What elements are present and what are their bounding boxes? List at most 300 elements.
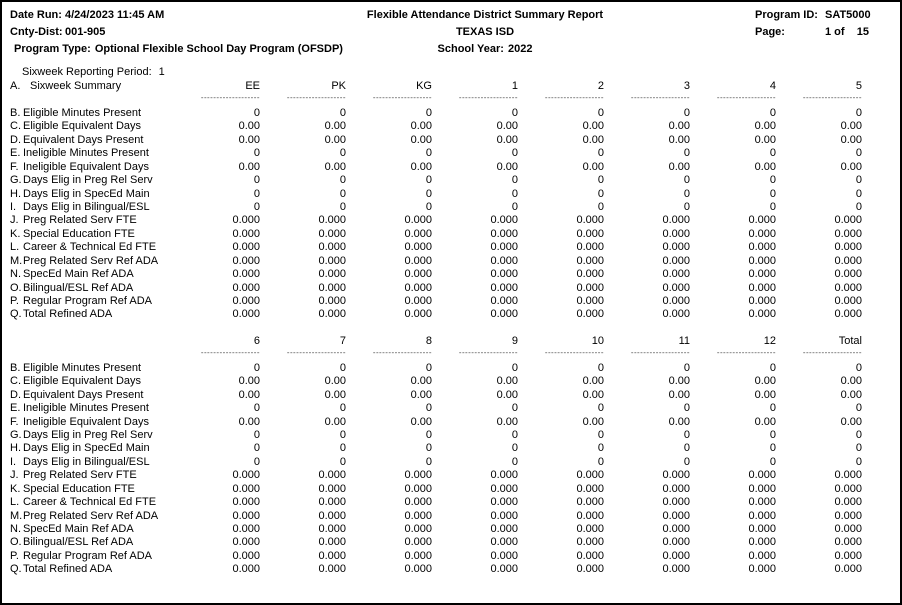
cell-value: 0.000 — [490, 523, 518, 535]
header-center — [367, 7, 603, 58]
date-run-value: 4/24/2023 11:45 AM — [65, 9, 165, 21]
cell-value: 0.000 — [662, 469, 690, 482]
cell-value: 0 — [683, 174, 690, 187]
cell-value: 0.00 — [324, 133, 346, 146]
cell-value: 0.000 — [576, 308, 604, 321]
row-label — [10, 308, 174, 321]
section-summary-label — [10, 335, 174, 348]
cell-value: 0.000 — [318, 563, 346, 576]
row-label-text: Total Refined ADA — [23, 308, 113, 321]
cell-value: 0.00 — [840, 120, 862, 133]
cell-value: 0 — [253, 402, 260, 415]
row-letter: H. — [10, 442, 21, 455]
cell-value: 0 — [253, 187, 260, 200]
cell-value: 0.000 — [232, 523, 260, 535]
cell-value: 0.00 — [582, 375, 604, 388]
cell-value: 0 — [597, 106, 604, 119]
cell-value: 0 — [339, 147, 346, 160]
column-header: 5 — [855, 80, 862, 92]
cell-value: 0.00 — [668, 388, 690, 401]
row-label-text: SpecEd Main Ref ADA — [23, 268, 134, 281]
cell-value: 0 — [855, 455, 862, 468]
row-label-text: Ineligible Minutes Present — [23, 147, 149, 160]
cell-value: 0 — [253, 428, 260, 441]
section-grid — [10, 80, 862, 322]
cell-value: 0.000 — [490, 496, 518, 509]
row-label — [10, 161, 174, 174]
row-label-text: Equivalent Days Present — [23, 133, 144, 146]
row-letter: F. — [10, 160, 19, 173]
cell-value: 0 — [425, 147, 432, 160]
cell-value: 0.000 — [490, 281, 518, 294]
report-sections — [10, 80, 862, 577]
cell-value: 0 — [769, 147, 776, 160]
separator-spacer — [10, 93, 174, 106]
cell-value: 0.00 — [840, 388, 862, 401]
row-label — [10, 389, 174, 402]
section-summary-label — [10, 80, 174, 93]
cell-value: 0.000 — [576, 536, 604, 549]
cell-value: 0.000 — [748, 523, 776, 535]
cell-value: 0.00 — [496, 415, 518, 428]
column-header: 9 — [511, 334, 518, 347]
cell-value: 0 — [855, 428, 862, 441]
school-year-label: School Year: — [437, 43, 504, 55]
page-value: 1 of 15 — [825, 26, 870, 38]
dashed-line: ------------------- — [286, 93, 346, 103]
cell-value: 0.000 — [834, 549, 862, 562]
cell-value: 0.000 — [662, 536, 690, 549]
cell-value: 0.000 — [834, 523, 862, 535]
cell-value: 0.000 — [318, 227, 346, 240]
column-separator — [174, 348, 260, 361]
cell-value: 0.000 — [232, 308, 260, 321]
row-letter: N. — [10, 523, 21, 535]
row-label — [10, 295, 174, 308]
row-label-text: Ineligible Equivalent Days — [23, 415, 149, 428]
cell-value: 0.000 — [834, 254, 862, 267]
row-label — [10, 469, 174, 482]
row-letter: N. — [10, 268, 21, 281]
cell-value: 0 — [597, 147, 604, 160]
cell-value: 0.000 — [748, 214, 776, 227]
row-label — [10, 255, 174, 268]
cell-value: 0.000 — [662, 214, 690, 227]
cell-value: 0.000 — [748, 241, 776, 254]
cell-value: 0 — [511, 187, 518, 200]
cell-value: 0.000 — [834, 227, 862, 240]
dashed-line: ------------------- — [802, 348, 862, 358]
column-header: 6 — [253, 334, 260, 347]
row-letter: K. — [10, 482, 21, 495]
cell-value: 0.000 — [318, 308, 346, 321]
cell-value: 0.000 — [404, 308, 432, 321]
cell-value: 0.000 — [404, 563, 432, 576]
row-label-text: Days Elig in Preg Rel Serv — [23, 428, 153, 441]
row-letter: D. — [10, 388, 21, 401]
cell-value: 0.00 — [324, 388, 346, 401]
cell-value: 0.000 — [662, 308, 690, 321]
report-section-1 — [10, 80, 862, 322]
cell-value: 0.00 — [238, 120, 260, 133]
column-separator — [432, 348, 518, 361]
cell-value: 0.000 — [490, 469, 518, 482]
cell-value: 0.000 — [318, 469, 346, 482]
row-label — [10, 375, 174, 388]
column-separator — [260, 93, 346, 106]
reporting-period-line — [10, 66, 862, 79]
cell-value: 0 — [769, 402, 776, 415]
dashed-line: ------------------- — [802, 93, 862, 103]
row-label-text: Eligible Equivalent Days — [23, 375, 142, 388]
cell-value: 0 — [683, 106, 690, 119]
column-header: 3 — [683, 80, 690, 92]
cell-value: 0.000 — [490, 295, 518, 307]
cell-value: 0.000 — [662, 482, 690, 495]
cell-value: 0.00 — [496, 120, 518, 133]
row-label — [10, 107, 174, 120]
separator-spacer — [10, 348, 174, 361]
cell-value: 0.00 — [840, 415, 862, 428]
row-letter: P. — [10, 295, 19, 307]
cell-value: 0.00 — [840, 375, 862, 388]
program-id-value: SAT5000 — [825, 9, 871, 21]
cell-value: 0.000 — [232, 295, 260, 307]
cell-value: 0.00 — [582, 388, 604, 401]
cell-value: 0.000 — [318, 295, 346, 307]
dashed-line: ------------------- — [200, 93, 260, 103]
column-separator — [346, 93, 432, 106]
cell-value: 0 — [425, 174, 432, 187]
cell-value: 0.000 — [232, 281, 260, 294]
cell-value: 0.000 — [232, 496, 260, 509]
cell-value: 0 — [511, 428, 518, 441]
cell-value: 0 — [597, 200, 604, 213]
page-label: Page: — [755, 26, 785, 38]
cell-value: 0 — [425, 361, 432, 374]
row-letter: G. — [10, 174, 22, 187]
cell-value: 0.000 — [490, 214, 518, 227]
cell-value: 0 — [855, 402, 862, 415]
cell-value: 0.000 — [748, 563, 776, 576]
cell-value: 0.000 — [490, 241, 518, 254]
row-label-text: Eligible Minutes Present — [23, 106, 142, 119]
cell-value: 0 — [339, 187, 346, 200]
cell-value: 0.00 — [668, 375, 690, 388]
cell-value: 0.000 — [576, 281, 604, 294]
row-letter: M. — [10, 254, 23, 267]
report-title: Flexible Attendance District Summary Report — [366, 9, 604, 21]
row-label — [10, 228, 174, 241]
column-separator — [776, 348, 862, 361]
row-label-text: Days Elig in Bilingual/ESL — [23, 455, 150, 468]
cell-value: 0 — [339, 442, 346, 455]
column-header: PK — [331, 80, 346, 92]
row-letter: I. — [10, 455, 17, 468]
cell-value: 0 — [511, 361, 518, 374]
row-label — [10, 442, 174, 455]
cell-value: 0.000 — [576, 549, 604, 562]
cell-value: 0.000 — [576, 469, 604, 482]
row-label-text: Preg Related Serv FTE — [23, 214, 137, 227]
cell-value: 0.000 — [662, 268, 690, 281]
cell-value: 0.000 — [490, 563, 518, 576]
cell-value: 0.000 — [834, 308, 862, 321]
column-header: 8 — [425, 334, 432, 347]
dashed-line: ------------------- — [458, 93, 518, 103]
cell-value: 0 — [339, 174, 346, 187]
cell-value: 0.000 — [576, 563, 604, 576]
cell-value: 0.000 — [318, 509, 346, 522]
cell-value: 0.000 — [490, 549, 518, 562]
row-label — [10, 483, 174, 496]
column-header: 12 — [763, 334, 776, 347]
row-label — [10, 201, 174, 214]
cell-value: 0.000 — [318, 214, 346, 227]
row-label — [10, 550, 174, 563]
cell-value: 0.00 — [410, 375, 432, 388]
cell-value: 0.00 — [238, 375, 260, 388]
cell-value: 0.000 — [662, 295, 690, 307]
row-label-text: Eligible Equivalent Days — [23, 120, 142, 133]
row-letter: Q. — [10, 308, 22, 321]
cell-value: 0.000 — [232, 268, 260, 281]
cell-value: 0.00 — [754, 388, 776, 401]
cell-value: 0 — [683, 402, 690, 415]
row-letter: H. — [10, 187, 21, 200]
column-header: 10 — [591, 334, 604, 347]
cell-value: 0.000 — [576, 482, 604, 495]
cell-value: 0.000 — [662, 549, 690, 562]
cell-value: 0.000 — [232, 254, 260, 267]
program-type-value: Optional Flexible School Day Program (OFSDP) — [94, 43, 343, 55]
cell-value: 0.000 — [748, 509, 776, 522]
row-label — [10, 268, 174, 281]
program-id-line — [755, 7, 871, 24]
cell-value: 0.00 — [496, 375, 518, 388]
cell-value: 0.000 — [232, 469, 260, 482]
cell-value: 0 — [769, 361, 776, 374]
column-separator — [776, 93, 862, 106]
column-separator — [604, 93, 690, 106]
cell-value: 0.00 — [582, 133, 604, 146]
row-label — [10, 536, 174, 549]
row-letter: E. — [10, 402, 21, 415]
cell-value: 0.00 — [582, 120, 604, 133]
cell-value: 0.000 — [232, 563, 260, 576]
cell-value: 0.000 — [576, 523, 604, 535]
cell-value: 0.000 — [490, 308, 518, 321]
row-label — [10, 282, 174, 295]
row-label — [10, 496, 174, 509]
row-letter: C. — [10, 120, 21, 133]
cell-value: 0 — [683, 442, 690, 455]
cell-value: 0.000 — [834, 268, 862, 281]
row-label — [10, 510, 174, 523]
cell-value: 0 — [683, 455, 690, 468]
cell-value: 0 — [253, 200, 260, 213]
row-letter: K. — [10, 227, 21, 240]
row-letter: P. — [10, 549, 19, 562]
cell-value: 0 — [511, 442, 518, 455]
program-id-label: Program ID: — [755, 9, 818, 21]
cell-value: 0.000 — [318, 523, 346, 535]
cell-value: 0.000 — [404, 268, 432, 281]
cell-value: 0 — [769, 428, 776, 441]
cell-value: 0.000 — [748, 549, 776, 562]
cell-value: 0 — [855, 200, 862, 213]
school-year-value: 2022 — [507, 43, 533, 55]
cell-value: 0.000 — [748, 281, 776, 294]
cell-value: 0.000 — [490, 536, 518, 549]
cell-value: 0 — [597, 442, 604, 455]
cell-value: 0 — [683, 187, 690, 200]
cell-value: 0.00 — [238, 133, 260, 146]
dashed-line: ------------------- — [716, 348, 776, 358]
cell-value: 0.00 — [582, 415, 604, 428]
row-label — [10, 429, 174, 442]
row-letter: G. — [10, 428, 22, 441]
cell-value: 0 — [339, 428, 346, 441]
cell-value: 0.000 — [232, 509, 260, 522]
row-label — [10, 174, 174, 187]
cell-value: 0.000 — [318, 268, 346, 281]
cell-value: 0 — [769, 200, 776, 213]
row-label-text: Ineligible Equivalent Days — [23, 160, 149, 173]
header-right — [755, 7, 871, 41]
cell-value: 0 — [597, 187, 604, 200]
cell-value: 0 — [855, 187, 862, 200]
cell-value: 0.000 — [662, 241, 690, 254]
cell-value: 0.000 — [404, 281, 432, 294]
cell-value: 0 — [769, 455, 776, 468]
row-label — [10, 188, 174, 201]
cell-value: 0.000 — [662, 523, 690, 535]
row-label-text: Preg Related Serv Ref ADA — [23, 509, 159, 522]
dashed-line: ------------------- — [372, 93, 432, 103]
column-separator — [432, 93, 518, 106]
row-label-text: Special Education FTE — [23, 227, 135, 240]
row-letter: L. — [10, 241, 20, 254]
cell-value: 0 — [339, 455, 346, 468]
column-separator — [260, 348, 346, 361]
cell-value: 0.000 — [834, 214, 862, 227]
cell-value: 0.000 — [318, 536, 346, 549]
cell-value: 0.000 — [404, 536, 432, 549]
cell-value: 0 — [597, 402, 604, 415]
cell-value: 0.000 — [576, 295, 604, 307]
cell-value: 0.000 — [404, 509, 432, 522]
cell-value: 0.000 — [662, 509, 690, 522]
cell-value: 0 — [597, 455, 604, 468]
cell-value: 0.000 — [232, 227, 260, 240]
cell-value: 0.00 — [754, 375, 776, 388]
cell-value: 0.000 — [834, 241, 862, 254]
dashed-line: ------------------- — [200, 348, 260, 358]
dashed-line: ------------------- — [544, 93, 604, 103]
row-letter: Q. — [10, 563, 22, 576]
section-grid — [10, 335, 862, 577]
column-header: 11 — [678, 334, 690, 347]
cell-value: 0 — [855, 106, 862, 119]
cell-value: 0.000 — [576, 254, 604, 267]
row-label-text: Equivalent Days Present — [23, 388, 144, 401]
column-header: 1 — [511, 80, 518, 92]
cell-value: 0.000 — [834, 281, 862, 294]
cell-value: 0.000 — [662, 496, 690, 509]
cell-value: 0 — [683, 428, 690, 441]
row-label-text: Career & Technical Ed FTE — [23, 496, 157, 509]
cell-value: 0 — [339, 402, 346, 415]
row-letter: B. — [10, 361, 21, 374]
row-letter: B. — [10, 106, 21, 119]
row-label-text: Preg Related Serv FTE — [23, 469, 137, 482]
cell-value: 0 — [855, 442, 862, 455]
cell-value: 0.000 — [662, 254, 690, 267]
cell-value: 0.000 — [318, 482, 346, 495]
cell-value: 0.000 — [318, 241, 346, 254]
cell-value: 0.000 — [576, 241, 604, 254]
cell-value: 0.000 — [404, 549, 432, 562]
cell-value: 0 — [253, 174, 260, 187]
cell-value: 0 — [425, 402, 432, 415]
cell-value: 0 — [253, 442, 260, 455]
cell-value: 0 — [425, 442, 432, 455]
row-label-text: Total Refined ADA — [23, 563, 113, 576]
cell-value: 0.000 — [318, 549, 346, 562]
cell-value: 0 — [339, 200, 346, 213]
cell-value: 0 — [511, 455, 518, 468]
column-separator — [518, 348, 604, 361]
cell-value: 0.00 — [410, 415, 432, 428]
column-header: 2 — [597, 80, 604, 92]
cell-value: 0.000 — [662, 281, 690, 294]
cell-value: 0.000 — [748, 308, 776, 321]
cell-value: 0 — [683, 361, 690, 374]
cell-value: 0.000 — [834, 563, 862, 576]
cell-value: 0.000 — [318, 254, 346, 267]
cell-value: 0 — [597, 174, 604, 187]
row-letter: F. — [10, 415, 19, 428]
cell-value: 0.00 — [324, 120, 346, 133]
date-run-label: Date Run: — [10, 9, 62, 21]
cell-value: 0 — [425, 428, 432, 441]
row-label-text: Regular Program Ref ADA — [23, 295, 152, 307]
row-label — [10, 134, 174, 147]
cell-value: 0.000 — [404, 254, 432, 267]
row-label — [10, 241, 174, 254]
row-label — [10, 402, 174, 415]
row-label — [10, 362, 174, 375]
column-separator — [690, 348, 776, 361]
cell-value: 0 — [769, 106, 776, 119]
column-separator — [346, 348, 432, 361]
reporting-period-value: 1 — [158, 66, 165, 78]
dashed-line: ------------------- — [544, 348, 604, 358]
cell-value: 0.000 — [404, 482, 432, 495]
cell-value: 0.000 — [662, 563, 690, 576]
cell-value: 0.000 — [748, 268, 776, 281]
cell-value: 0 — [855, 174, 862, 187]
school-year-line — [367, 41, 603, 58]
row-letter: D. — [10, 133, 21, 146]
report-body — [2, 66, 900, 577]
cell-value: 0.000 — [576, 509, 604, 522]
cell-value: 0.000 — [576, 496, 604, 509]
cell-value: 0 — [597, 361, 604, 374]
cell-value: 0.000 — [404, 227, 432, 240]
cell-value: 0.000 — [404, 241, 432, 254]
